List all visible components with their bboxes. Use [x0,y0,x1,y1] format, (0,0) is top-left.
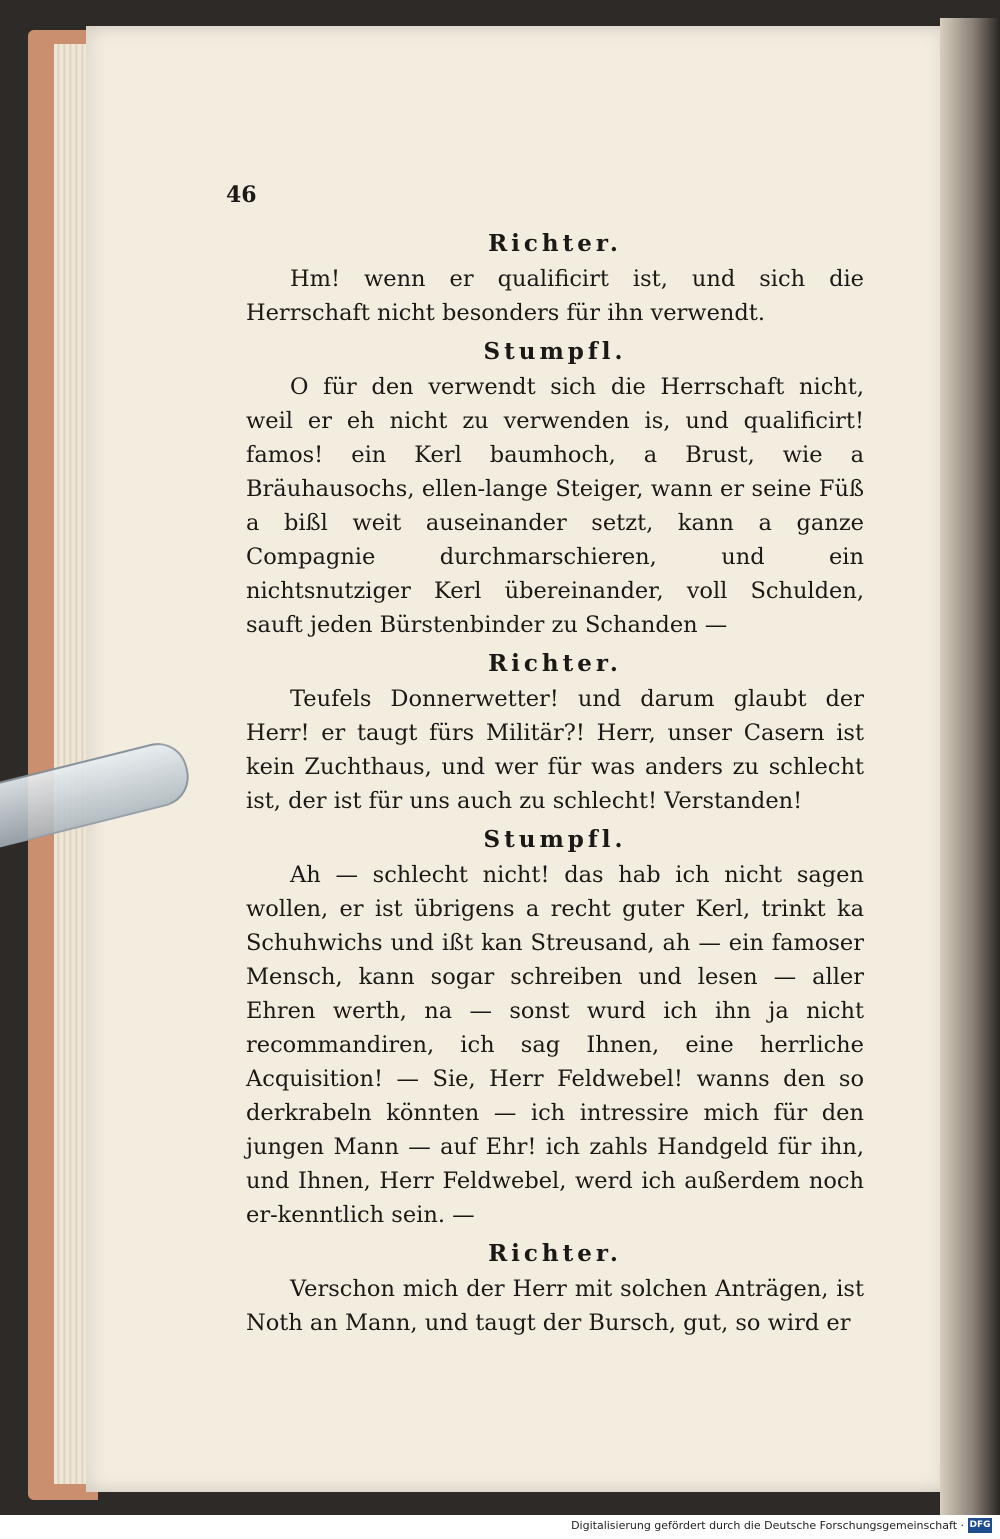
digitization-credit: Digitalisierung gefördert durch die Deutsche Forschungsgemeinschaft · [571,1519,964,1532]
dialogue-text: Verschon mich der Herr mit solchen Anträgen, ist Noth an Mann, und taugt der Bursch, gut, so wird er [246,1276,864,1336]
dialogue-block [246,646,864,818]
dialogue-text: Ah — schlecht nicht! das hab ich nicht sagen wollen, er ist übrigens a recht guter Kerl, trinkt ka Schuhwichs und ißt kan Streusand, ah — ein famoser Mensch, kann sogar schreiben und lesen — aller Ehren werth, na — sonst wurd ich ihn ja nicht recommandiren, ich sag Ihnen, eine herrliche Acquisition! — Sie, Herr Feldwebel! wanns den so derkrabeln könnten — ich intressire mich für den jungen Mann — auf Ehr! ich zahls Handgeld für ihn, und Ihnen, Herr Feldwebel, werd ich außerdem noch er-kenntlich sein. — [246,862,864,1228]
dialogue-text: Teufels Donnerwetter! und darum glaubt der Herr! er taugt fürs Militär?! Herr, unser Casern ist kein Zuchthaus, und wer für was anders zu schlecht ist, der ist für uns auch zu schlecht! Verstanden! [246,686,864,814]
book-gutter [940,18,1000,1515]
dialogue-block [246,334,864,642]
dialogue-text: Hm! wenn er qualificirt ist, und sich die Herrschaft nicht besonders für ihn verwendt. [246,266,864,326]
dialogue-block [246,226,864,330]
speaker-name: Stumpfl. [483,338,627,365]
speaker-name: Richter. [488,1240,622,1267]
dialogue-text: O für den verwendt sich die Herrschaft nicht, weil er eh nicht zu verwenden is, und qualificirt! famos! ein Kerl baumhoch, a Brust, wie a Bräuhausochs, ellen-lange Steiger, wann er seine Füß a bißl weit auseinander setzt, kann a ganze Compagnie durchmarschieren, und ein nichtsnutziger Kerl übereinander, voll Schulden, sauft jeden Bürstenbinder zu Schanden — [246,374,864,638]
speaker-name: Stumpfl. [483,826,627,853]
dfg-logo-icon: DFG [968,1518,992,1533]
speaker-name: Richter. [488,230,622,257]
page-number: 46 [226,182,257,208]
speaker-name: Richter. [488,650,622,677]
dialogue-block [246,822,864,1232]
dialogue-blocks [246,226,864,1344]
dialogue-block [246,1236,864,1340]
